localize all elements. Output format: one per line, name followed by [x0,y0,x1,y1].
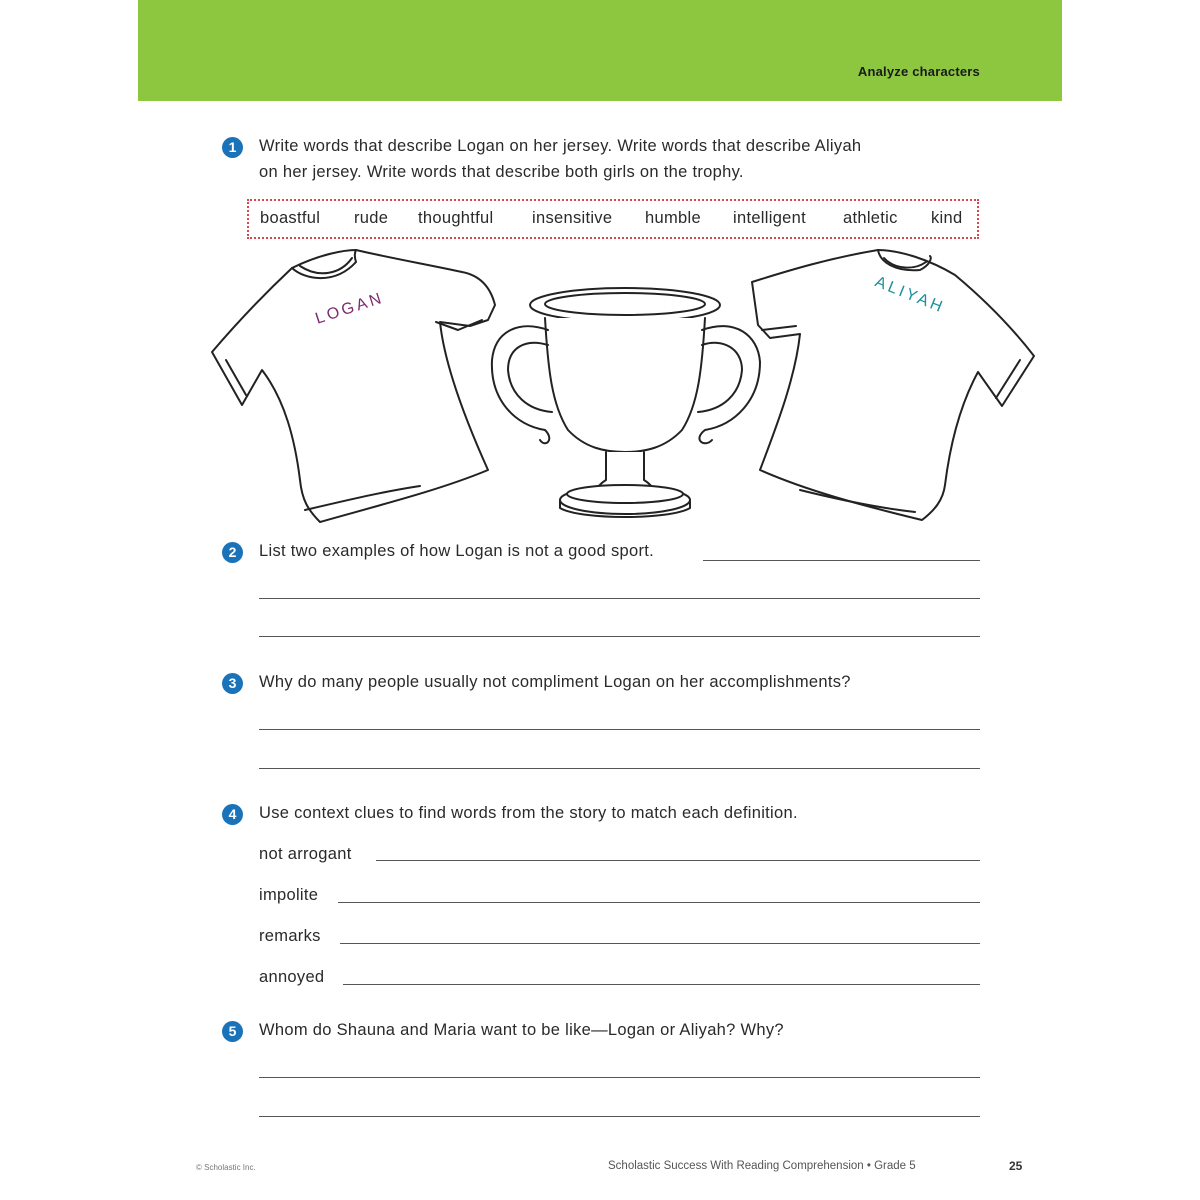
logan-jersey-name: LOGAN [313,289,387,328]
definition-answer-line[interactable] [343,984,980,985]
word-bank-item: kind [931,209,963,227]
question-1-line-1: Write words that describe Logan on her jersey. Write words that describe Aliyah [259,137,862,155]
question-number-5: 5 [222,1021,243,1042]
answer-line[interactable] [259,636,980,637]
skill-title: Analyze characters [857,64,980,79]
copyright: © Scholastic Inc. [196,1163,256,1172]
answer-line[interactable] [259,1077,980,1078]
trophy [492,288,760,517]
logan-jersey [212,250,495,522]
word-bank-item: insensitive [532,209,613,227]
answer-line[interactable] [703,560,980,561]
word-bank-item: athletic [843,209,898,227]
question-5-text: Whom do Shauna and Maria want to be like—Logan or Aliyah? Why? [259,1021,784,1039]
answer-line[interactable] [259,729,980,730]
definition-answer-line[interactable] [338,902,980,903]
question-number-2: 2 [222,542,243,563]
word-bank-item: boastful [260,209,321,227]
book-title: Scholastic Success With Reading Comprehension • Grade 5 [608,1160,916,1172]
definition-answer-line[interactable] [340,943,980,944]
word-bank-item: humble [645,209,701,227]
definition-answer-line[interactable] [376,860,980,861]
question-number-3: 3 [222,673,243,694]
word-bank-item: rude [354,209,389,227]
question-number-1: 1 [222,137,243,158]
question-4-text: Use context clues to find words from the story to match each definition. [259,804,798,822]
question-number-4: 4 [222,804,243,825]
question-2-text: List two examples of how Logan is not a good sport. [259,542,655,560]
definition-label: annoyed [259,968,325,986]
answer-line[interactable] [259,1116,980,1117]
definition-label: not arrogant [259,845,352,863]
question-3-text: Why do many people usually not compliment Logan on her accomplishments? [259,673,851,691]
word-bank-item: thoughtful [418,209,494,227]
definition-label: impolite [259,886,319,904]
answer-line[interactable] [259,768,980,769]
word-bank-item: intelligent [733,209,807,227]
answer-line[interactable] [259,598,980,599]
question-1-line-2: on her jersey. Write words that describe both girls on the trophy. [259,163,744,181]
page-number: 25 [1009,1159,1023,1173]
aliyah-jersey-name: ALIYAH [872,273,948,317]
definition-label: remarks [259,927,321,945]
